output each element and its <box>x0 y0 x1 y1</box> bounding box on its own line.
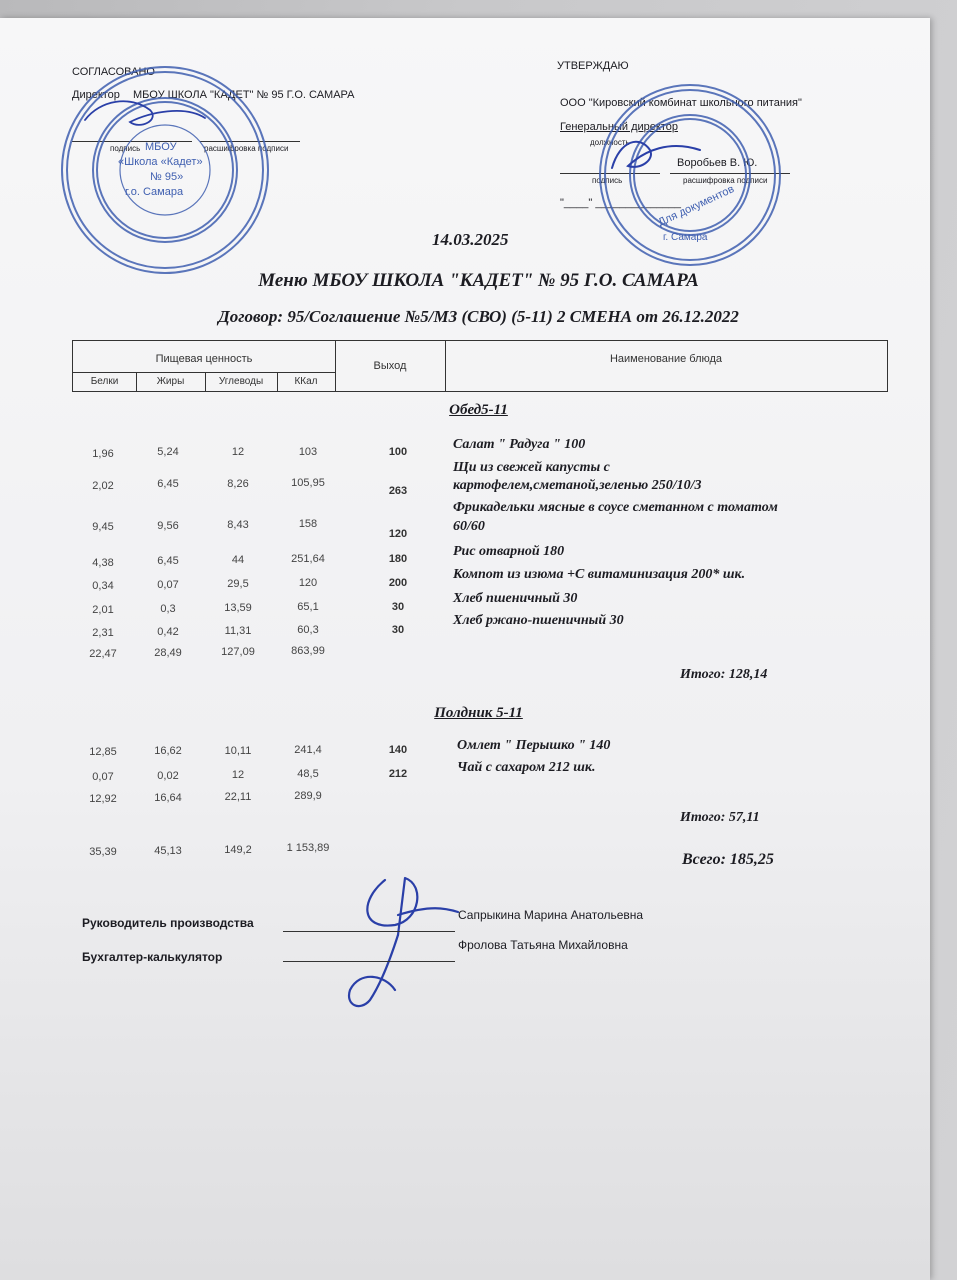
handwritten-signature <box>349 878 458 1006</box>
cell-kcal: 105,95 <box>291 477 325 489</box>
cell-fat: 16,62 <box>154 745 182 757</box>
approval-right-caption-sign: подпись <box>592 176 623 185</box>
sum-fat: 28,49 <box>154 647 182 659</box>
approval-left-caption-sign: подпись <box>110 144 141 153</box>
section-title-snack: Полдник 5-11 <box>434 705 523 721</box>
cell-output: 30 <box>391 624 405 636</box>
school-stamp-line2: «Школа «Кадет» <box>118 156 203 168</box>
cell-output: 30 <box>391 601 405 613</box>
cell-kcal: 241,4 <box>294 744 322 756</box>
header-dish-name: Наименование блюда <box>609 353 723 365</box>
cell-carbs: 11,31 <box>224 625 252 637</box>
cell-carbs: 12 <box>231 769 245 781</box>
sum-kcal: 289,9 <box>294 790 322 802</box>
cell-carbs: 29,5 <box>227 578 249 590</box>
cell-kcal: 158 <box>298 518 318 530</box>
section-total: Итого: 128,14 <box>680 667 768 682</box>
cell-carbs: 44 <box>231 554 245 566</box>
header-protein: Белки <box>90 376 119 387</box>
cell-carbs: 8,43 <box>227 519 249 531</box>
cell-fat: 9,56 <box>157 520 179 532</box>
cell-fat: 6,45 <box>157 478 179 490</box>
dish-name: Компот из изюма +С витаминизация 200* шк. <box>453 567 746 582</box>
grand-carbs: 149,2 <box>224 844 252 856</box>
signature-name: Сапрыкина Марина Анатольевна <box>458 908 644 922</box>
cell-output: 100 <box>388 446 408 458</box>
approval-right-name: Воробьев В. Ю. <box>677 157 758 169</box>
dish-name: картофелем,сметаной,зеленью 250/10/3 <box>453 478 702 493</box>
section-title-lunch: Обед5-11 <box>449 402 508 418</box>
cell-protein: 0,07 <box>92 771 114 783</box>
dish-name: Хлеб пшеничный 30 <box>453 591 578 606</box>
cell-protein: 4,38 <box>92 557 114 569</box>
approval-right-title: УТВЕРЖДАЮ <box>557 60 629 72</box>
dish-name: Хлеб ржано-пшеничный 30 <box>453 613 624 628</box>
cell-fat: 6,45 <box>157 555 179 567</box>
grand-protein: 35,39 <box>89 846 117 858</box>
cell-protein: 1,96 <box>92 448 114 460</box>
cell-fat: 0,42 <box>157 626 179 638</box>
cell-fat: 5,24 <box>157 446 179 458</box>
cell-carbs: 13,59 <box>224 602 252 614</box>
cell-kcal: 60,3 <box>297 624 319 636</box>
menu-title: Меню МБОУ ШКОЛА "КАДЕТ" № 95 Г.О. САМАРА <box>258 270 699 291</box>
header-carbs: Углеводы <box>218 376 264 387</box>
signature-name: Фролова Татьяна Михайловна <box>458 938 628 952</box>
school-stamp-line1: МБОУ <box>145 141 177 153</box>
cell-kcal: 103 <box>298 446 318 458</box>
approval-left-org: МБОУ ШКОЛА "КАДЕТ" № 95 Г.О. САМАРА <box>133 89 355 101</box>
grand-fat: 45,13 <box>154 845 182 857</box>
dish-name: Рис отварной 180 <box>453 544 565 559</box>
school-stamp-line3: № 95» <box>150 171 184 183</box>
cell-output: 263 <box>388 485 408 497</box>
dish-name: Омлет " Перышко " 140 <box>457 738 611 753</box>
signature-label: Бухгалтер-калькулятор <box>82 950 223 964</box>
cell-fat: 0,07 <box>157 579 179 591</box>
sum-fat: 16,64 <box>154 792 182 804</box>
cell-carbs: 10,11 <box>224 745 252 757</box>
cell-output: 200 <box>388 577 408 589</box>
cell-output: 140 <box>388 744 408 756</box>
signature-label: Руководитель производства <box>82 916 254 930</box>
dish-name: Чай с сахаром 212 шк. <box>457 760 596 775</box>
sum-carbs: 22,11 <box>224 791 252 803</box>
cell-fat: 0,3 <box>160 603 176 615</box>
approval-left-caption-decode: расшифровка подписи <box>204 144 289 153</box>
approval-left-position: Директор <box>72 89 120 101</box>
company-stamp-city: г. Самара <box>663 232 708 243</box>
cell-fat: 0,02 <box>157 770 179 782</box>
approval-right-org: ООО "Кировский комбинат школьного питания" <box>560 97 802 109</box>
approval-right-position: Генеральный директор <box>560 121 678 133</box>
cell-carbs: 8,26 <box>227 478 249 490</box>
header-output: Выход <box>373 360 407 372</box>
sum-carbs: 127,09 <box>221 646 255 658</box>
menu-date: 14.03.2025 <box>432 230 509 249</box>
cell-protein: 2,31 <box>92 627 114 639</box>
header-nutrition: Пищевая ценность <box>155 353 253 365</box>
school-stamp-line4: г.о. Самара <box>125 186 184 198</box>
grand-total: Всего: 185,25 <box>682 851 774 868</box>
company-stamp-word: Для документов <box>656 183 737 229</box>
school-stamp <box>62 67 268 273</box>
cell-output: 120 <box>388 528 408 540</box>
cell-kcal: 48,5 <box>297 768 319 780</box>
cell-kcal: 120 <box>298 577 318 589</box>
cell-protein: 0,34 <box>92 580 114 592</box>
approval-right-caption-decode: расшифровка подписи <box>683 176 768 185</box>
sum-protein: 12,92 <box>89 793 117 805</box>
menu-subtitle: Договор: 95/Соглашение №5/МЗ (СВО) (5-11) 2 СМЕНА от 26.12.2022 <box>218 307 739 326</box>
cell-kcal: 65,1 <box>297 601 319 613</box>
section-total: Итого: 57,11 <box>680 810 760 825</box>
grand-kcal: 1 153,89 <box>286 842 330 854</box>
cell-protein: 12,85 <box>89 746 117 758</box>
sum-kcal: 863,99 <box>291 645 325 657</box>
cell-protein: 2,02 <box>92 480 114 492</box>
table-header <box>72 340 888 392</box>
cell-output: 212 <box>388 768 408 780</box>
approval-right-caption-position: должность <box>590 138 630 147</box>
cell-protein: 9,45 <box>92 521 114 533</box>
dish-name: 60/60 <box>453 519 485 534</box>
approval-right-date-blank: "____" ______________ <box>560 197 681 209</box>
sum-protein: 22,47 <box>89 648 117 660</box>
dish-name: Салат " Радуга " 100 <box>453 437 586 452</box>
cell-protein: 2,01 <box>92 604 114 616</box>
cell-carbs: 12 <box>231 446 245 458</box>
dish-name: Щи из свежей капусты с <box>453 460 610 475</box>
dish-name: Фрикадельки мясные в соусе сметанном с томатом <box>453 500 778 515</box>
approval-left-title: СОГЛАСОВАНО <box>72 66 155 78</box>
cell-kcal: 251,64 <box>291 553 325 565</box>
header-kcal: ККал <box>294 376 318 387</box>
director-signature <box>612 142 700 168</box>
cell-output: 180 <box>388 553 408 565</box>
header-fat: Жиры <box>156 376 185 387</box>
